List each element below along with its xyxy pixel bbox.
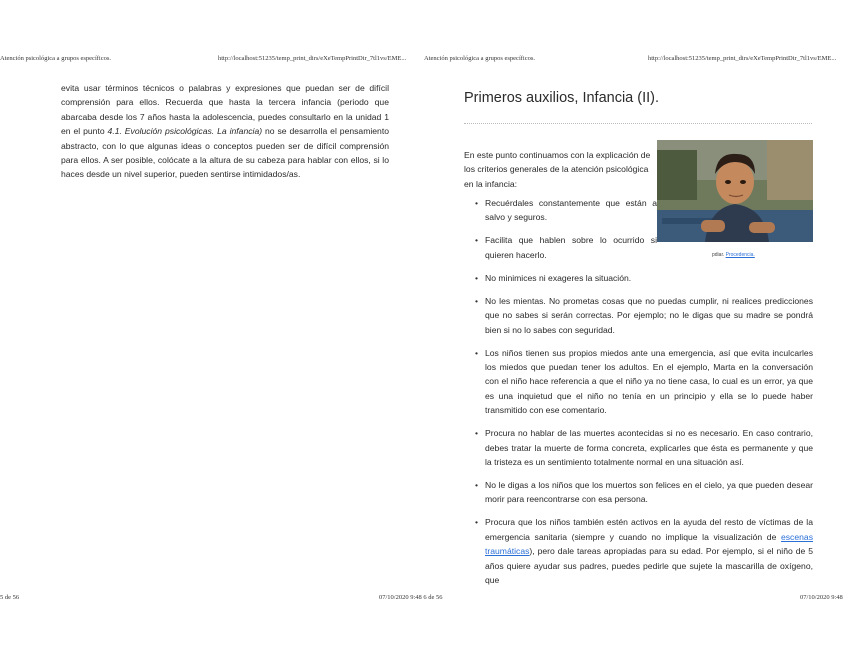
footer-center: 07/10/2020 9:48 6 de 56	[379, 594, 443, 601]
list-item: • Facilita que hablen sobre lo ocurrido si quieren hacerlo.	[475, 233, 657, 262]
header-left-url: http://localhost:51235/temp_print_dirs/eXeTempPrintDir_7tl1vs/EME...	[218, 55, 407, 62]
title-divider	[464, 123, 812, 124]
footer-right: 07/10/2020 9:48	[800, 594, 843, 601]
left-text-after: no se desarrolla el pensamiento abstracto, con lo que algunas ideas o conceptos pueden ser de difícil comprensión para ellos. A ser posible, colócate a la altura de su cabeza para hablar con ellos, si lo haces desde un nivel superior, pueden sentirse intimidados/as.	[61, 126, 389, 180]
header-left-title: Atención psicológica a grupos específicos.	[0, 55, 112, 62]
list-item: • Recuérdales constantemente que están a salvo y seguros.	[475, 196, 657, 225]
page-title: Primeros auxilios, Infancia (II).	[464, 90, 660, 106]
footer-left-page: 5 de 56	[0, 594, 20, 601]
left-page-paragraph	[61, 81, 389, 182]
header-right-url: http://localhost:51235/temp_print_dirs/eXeTempPrintDir_7tl1vs/EME...	[648, 55, 837, 62]
left-italic-reference: 4.1. Evolución psicológicas. La infancia)	[107, 126, 263, 137]
traumatic-scenes-link[interactable]: escenas traumáticas	[485, 531, 813, 557]
left-text-before: evita usar términos técnicos o palabras y expresiones que puedan ser de difícil comprensión para ellos. Recuerda que hasta la tercera infancia (periodo que abarcaba desde los 7 años hasta la adolescencia, puedes consultarlo en la unidad 1 en el punto	[61, 83, 389, 137]
right-page-heading-area	[464, 90, 814, 106]
photo-credit-link[interactable]: Procedencia.	[725, 252, 755, 258]
last-item-text-before: Procura que los niños también estén activos en la ayuda del resto de víctimas de la emergencia sanitaria (siempre y cuando no implique la visualización de	[485, 517, 813, 542]
last-item-text-after: ), pero dale tareas apropiadas para su edad. Por ejemplo, si el niño de 5 años quiere ayudar sus padres, puedes pedirle que sujete la mascarilla de oxígeno, que	[485, 546, 813, 586]
photo-credit-prefix: pdiar.	[712, 252, 725, 258]
list-item: • Los niños tienen sus propios miedos ante una emergencia, así que evita inculcarles los miedos que puedan tener los adultos. En el ejemplo, Marta en la conversación con el niño hace referencia a que el niño ya no tiene casa, lo cual es un error, ya que es una inquietud que el niño no tenía en un principio y ella se lo puede haber transmitido con ese comentario.	[475, 346, 813, 418]
list-item: • No minimices ni exageres la situación.	[475, 271, 813, 285]
list-item: • No le digas a los niños que los muertos son felices en el cielo, ya que pueden desear morir para reencontrarse con esa persona.	[475, 478, 813, 507]
list-item: • Procura no hablar de las muertes acontecidas si no es necesario. En caso contrario, debes tratar la muerte de forma concreta, explicarles que ésta es permanente y que la tristeza es un sentimiento totalmente normal en una situación así.	[475, 426, 813, 469]
header-right-title: Atención psicológica a grupos específicos.	[424, 55, 536, 62]
list-item-last	[475, 515, 813, 587]
intro-paragraph: En este punto continuamos con la explicación de los criterios generales de la atención psicológica en la infancia:	[464, 150, 651, 189]
criteria-list	[475, 196, 813, 596]
list-item: • No les mientas. No prometas cosas que no puedas cumplir, ni realices predicciones que no sabes si serán correctas. Por ejemplo; no le digas que su madre se pondrá bien si no lo sabes con seguridad.	[475, 294, 813, 337]
